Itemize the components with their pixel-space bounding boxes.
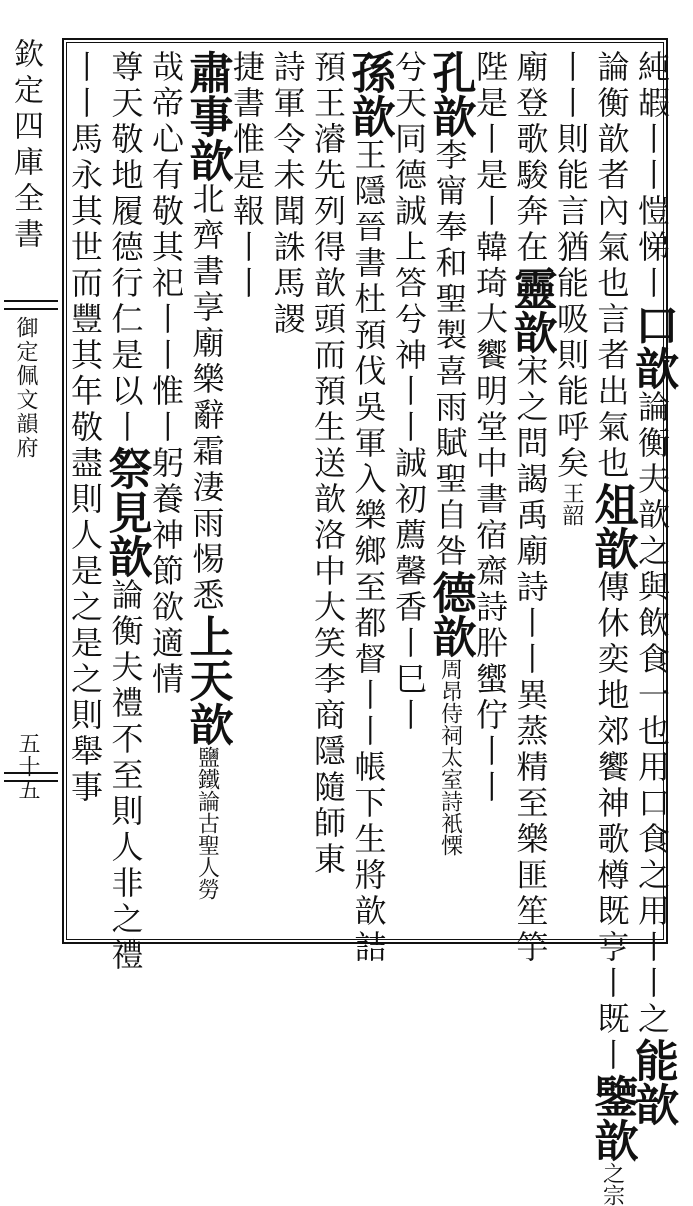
column-text: 詩軍令未聞誅馬謖 [268,50,307,338]
column-text: 捷書惟是報丨丨 [228,50,266,302]
text-column [551,50,591,930]
headword: 上天歆 [181,614,233,746]
text-column [268,50,308,930]
column-text: 傳休奕地郊饗神歌樽既亨丨既丨 [592,570,631,1074]
column-text: 丨丨則能言猶能吸則能呼矣 [552,50,590,482]
column-text: 誠初薦馨香丨巳丨 [390,446,428,734]
column-text: 之宗 [599,1162,625,1206]
book-title: 欽定四庫全書 [8,38,43,254]
headword: 肅事歆 [181,50,233,182]
text-column [227,50,267,930]
text-column [146,50,186,930]
column-text: 預王濬先列得歆頭而預生送歆洛中大笑李商隱隨師東 [309,50,347,878]
page-number: 五十五 [15,732,40,801]
text-column [65,50,105,930]
book-subtitle: 御定佩文韻府 [13,316,38,460]
headword: 鑒歆 [586,1074,638,1162]
column-text: 鹽鐵論古聖人勞 [194,746,220,900]
column-text: 論衡夫禮不至則人非之禮 [106,578,145,974]
headword: 孔歆 [424,50,476,138]
column-text: 尊天敬地履德行仁是以丨 [106,50,145,446]
column-text: 王隱晉書杜預伐吳軍入樂鄉至都督丨丨帳下生將歆詰 [349,138,388,966]
column-text: 敬盡則人是之是之則舉事 [66,410,104,806]
text-column [100,50,152,974]
text-column [586,50,638,1206]
column-text: 北齊書享廟樂辭霜淒雨惕悉 [187,182,226,614]
column-text: 躬養神節欲適情 [147,446,185,698]
text-column [505,50,557,966]
headword: 德歆 [424,570,476,658]
column-text: 李甯奉和聖製喜雨賦聖自咎 [430,138,469,570]
text-column [424,50,476,930]
text-column [627,50,678,1126]
column-text: 廟登歌駿奔在 [511,50,550,266]
column-text: 宋之問謁禹廟詩丨丨異蒸精至樂匪笙竽 [511,354,550,966]
text-column [343,50,395,966]
text-column [470,50,510,930]
column-text: 純嘏丨丨愷悌丨 [633,50,671,302]
column-text: 論衡夫歆之與飲食一也用口食之用丨丨之 [633,390,671,1038]
headword: 俎歆 [586,482,638,570]
column-text: 韓琦大饗明堂中書宿齋詩肸蠁佇丨丨 [471,230,509,806]
text-column [181,50,233,930]
headword: 能歆 [627,1038,678,1126]
headword: 靈歆 [505,266,557,354]
headword: 口歆 [627,302,678,390]
column-text: 論衡歆者內氣也言者出氣也 [592,50,631,482]
headword: 孫歆 [343,50,395,138]
margin-rule-upper-2 [4,308,58,310]
column-text: 哉帝心有敬其祀丨丨惟丨 [147,50,185,446]
column-text: 兮天同德誠上答兮神丨丨 [390,50,428,446]
column-text: 丨丨馬永其世而豐其年 [66,50,104,410]
headword: 祭見歆 [100,446,152,578]
text-column [389,50,429,930]
text-column [308,50,348,930]
column-text: 周昂侍祠太室詩衹慄 [437,658,463,856]
margin-rule-upper [4,300,58,302]
column-text: 陛是丨是丨 [471,50,509,230]
column-text: 王韶 [559,482,584,526]
